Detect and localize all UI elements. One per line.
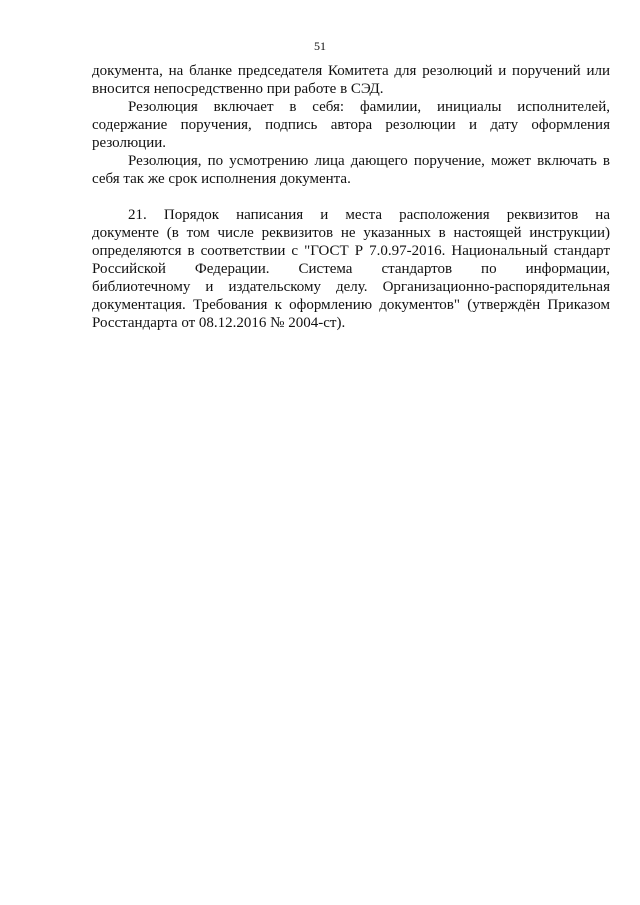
text-line: Российской Федерации. Система стандартов по информации, (92, 261, 610, 277)
text-line: библиотечному и издательскому делу. Организационно-распорядительная (92, 279, 610, 295)
paragraph-section-21 (92, 206, 610, 332)
paragraph-continuation (92, 62, 610, 98)
text-line: резолюции. (92, 135, 167, 151)
text-line: документа, на бланке председателя Комитета для резолюций и поручений или (92, 63, 610, 79)
paragraph-resolution-deadline (92, 152, 610, 188)
paragraph-gap (92, 188, 610, 206)
text-line: документе (в том числе реквизитов не указанных в настоящей инструкции) (92, 225, 610, 241)
text-line: вносится непосредственно при работе в СЭД. (92, 81, 384, 97)
text-line: 21. Порядок написания и места расположения реквизитов на (128, 207, 610, 223)
text-line: Росстандарта от 08.12.2016 № 2004-ст). (92, 315, 346, 331)
paragraph-resolution-contents (92, 98, 610, 152)
text-line: Резолюция включает в себя: фамилии, инициалы исполнителей, (128, 99, 610, 115)
page-number: 51 (314, 39, 326, 53)
text-line: содержание поручения, подпись автора резолюции и дату оформления (92, 117, 610, 133)
document-body (92, 62, 610, 332)
text-line: определяются в соответствии с "ГОСТ Р 7.0.97-2016. Национальный стандарт (92, 243, 610, 259)
text-line: себя так же срок исполнения документа. (92, 171, 351, 187)
text-line: Резолюция, по усмотрению лица дающего поручение, может включать в (128, 153, 610, 169)
text-line: документация. Требования к оформлению документов" (утверждён Приказом (92, 297, 610, 313)
